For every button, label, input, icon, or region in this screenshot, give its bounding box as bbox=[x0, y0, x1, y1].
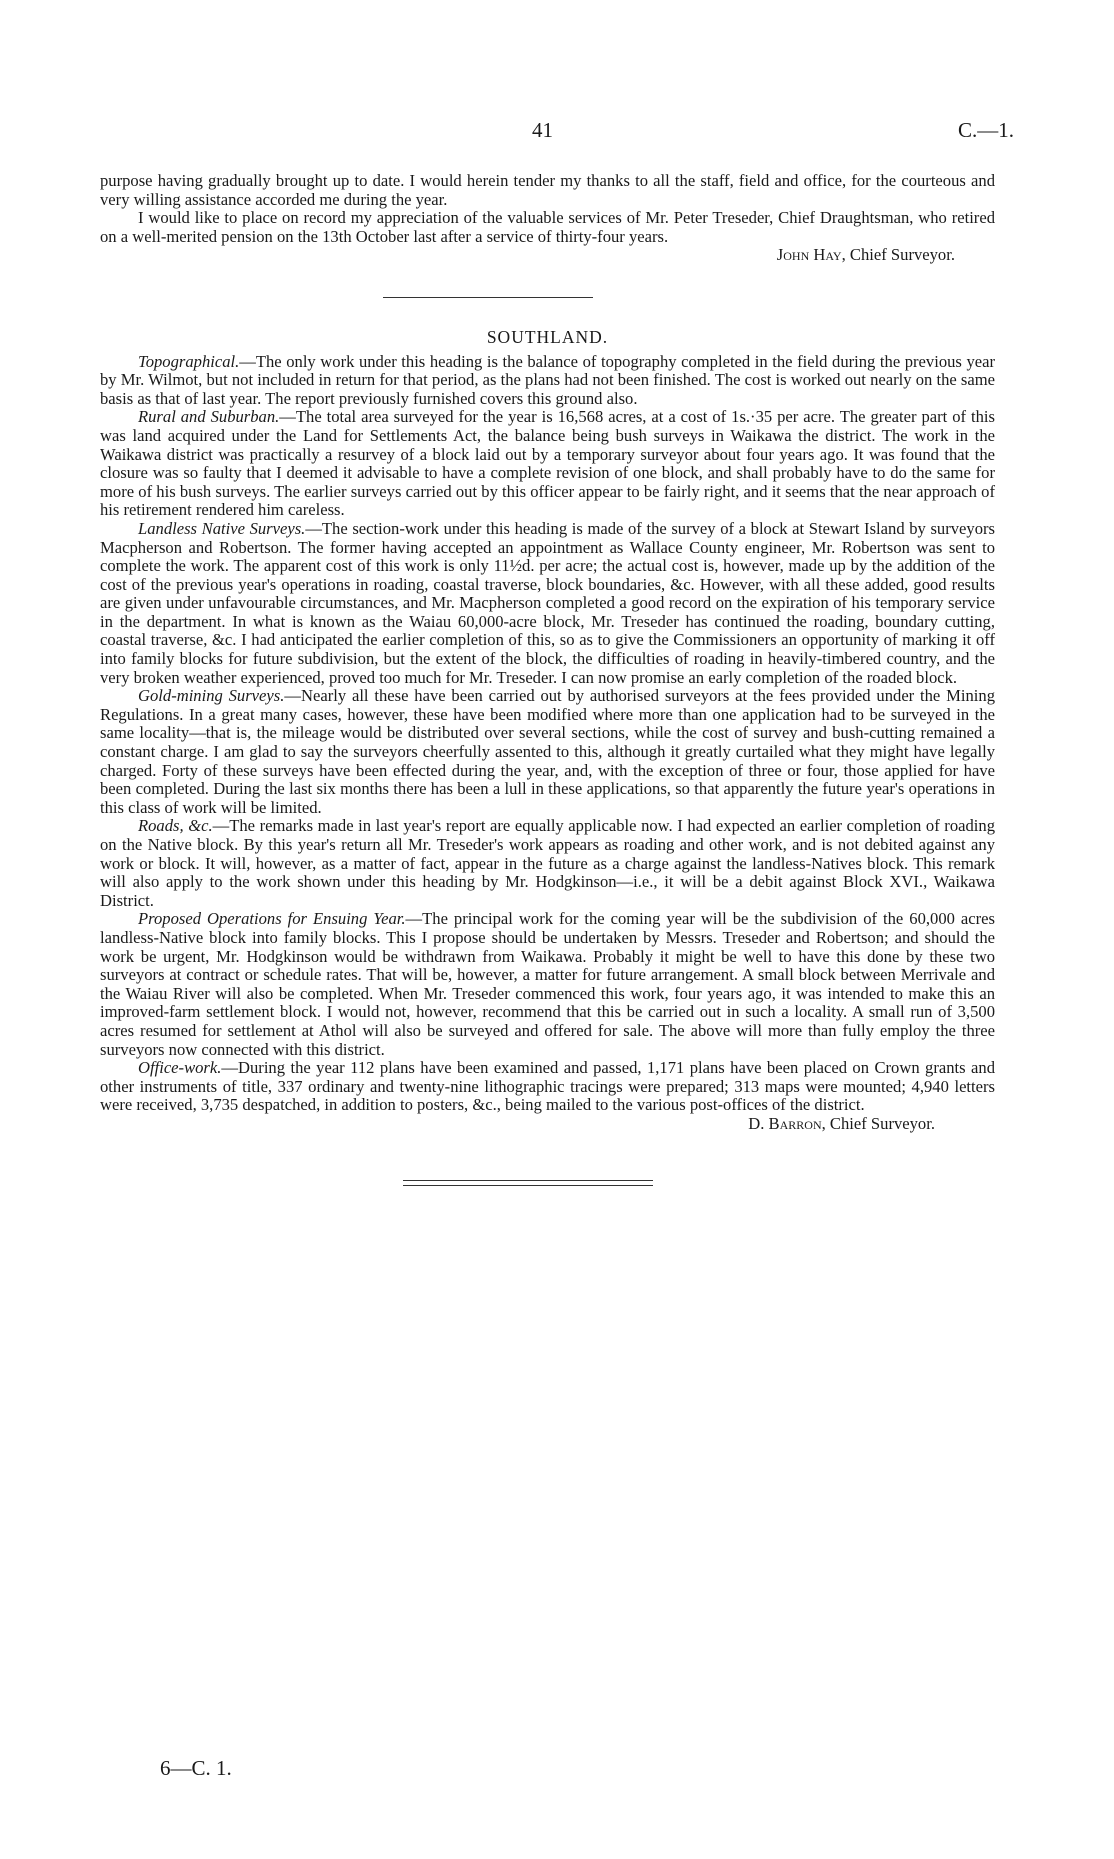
paragraph-text: —The principal work for the coming year will be the subdivision of the 60,000 acres landless-Native block into family blocks. This I propose should be undertaken by Messrs. Treseder and Robertson; and should the work be urgent, Mr. Hodgkinson would be withdrawn from Waikawa. Probably it might be well to have this done by these two surveyors at contract or schedule rates. That will be, however, a matter for future arrangement. A small block between Merrivale and the Waiau River will also be completed. When Mr. Treseder commenced this work, four years ago, it was intended to make this an improved-farm settlement block. I would not, however, recommend that this be carried out in such a locality. A small run of 3,500 acres resumed for settlement at Athol will also be surveyed and offered for sale. The above will more than fully employ the three surveyors now connected with this district. bbox=[100, 909, 995, 1059]
page-body bbox=[100, 172, 995, 1190]
paragraph-text: —Nearly all these have been carried out by authorised surveyors at the fees provided under the Mining Regulations. In a great many cases, however, these have been modified where more than one application had to be surveyed in the same locality—that is, the mileage would be distributed over several sections, while the cost of survey and bush-cutting remained a constant charge. I am glad to say the surveyors cheerfully assented to this, although it greatly curtailed what they might have legally charged. Forty of these surveys have been effected during the year, and, with the exception of three or four, those applied for have been completed. During the last six months there has been a lull in these applications, so that apparently the future year's operations in this class of work will be limited. bbox=[100, 686, 995, 817]
continued-paragraph: purpose having gradually brought up to date. I would herein tender my thanks to all the staff, field and office, for the courteous and very willing assistance accorded me during the year. bbox=[100, 171, 995, 209]
paragraph-heading: Landless Native Surveys. bbox=[138, 518, 306, 538]
paragraph-text: —The only work under this heading is the balance of topography completed in the field during the previous year by Mr. Wilmot, but not included in return for that period, as the plans had not been finished. The cost is worked out nearly on the same basis as that of last year. The report previously furnished covers this ground also. bbox=[100, 351, 995, 408]
section-title: SOUTHLAND. bbox=[486, 326, 609, 347]
paragraph-text: —The remarks made in last year's report are equally applicable now. I had expected an earlier completion of roading on the Native block. By this year's return all Mr. Treseder's work appears as roading and other work, and is not debited against any work or block. It will, however, as a matter of fact, appear in the future as a charge against the landless-Natives block. This remark will also apply to the work shown under this heading by Mr. Hodgkinson—i.e., it will be a debit against Block XVI., Waikawa District. bbox=[100, 816, 995, 910]
paragraph-heading: Gold-mining Surveys. bbox=[138, 686, 285, 706]
signature-name: D. Barron bbox=[748, 1113, 822, 1133]
signature-name: John Hay bbox=[776, 245, 842, 265]
appreciation-paragraph: I would like to place on record my appreciation of the valuable services of Mr. Peter Treseder, Chief Draughtsman, who retired on a well-merited pension on the 13th October last after a service of thirty-four years. bbox=[100, 208, 995, 246]
signature-d-barron bbox=[100, 1115, 995, 1134]
document-reference: C.—1. bbox=[957, 118, 1014, 142]
end-double-rule bbox=[403, 1180, 653, 1186]
paragraph-text: —During the year 112 plans have been examined and passed, 1,171 plans have been placed on Crown grants and other instruments of title, 337 ordinary and twenty-nine lithographic tracings were prepared; 313 maps were mounted; 4,940 letters were received, 3,735 despatched, in addition to posters, &c., being mailed to the various post-offices of the district. bbox=[100, 1058, 995, 1115]
paragraph-office-work bbox=[100, 1059, 995, 1115]
section-divider bbox=[383, 297, 593, 298]
paragraph-gold-mining bbox=[100, 687, 995, 817]
paragraph-rural-suburban bbox=[100, 408, 995, 520]
paragraph-text: —The section-work under this heading is made of the survey of a block at Stewart Island by surveyors Macpherson and Robertson. The former having accepted an appointment as Wallace County engineer, Mr. Robertson was sent to complete the work. The apparent cost of this work is only 11½d. per acre; the actual cost is, however, made up by the addition of the cost of the previous year's operations in roading, coastal traverse, block boundaries, &c. However, with all these added, good results are given under unfavourable circumstances, and Mr. Macpherson completed a good record on the expiration of his temporary service in the department. In what is known as the Waiau 60,000-acre block, Mr. Treseder has continued the roading, boundary cutting, coastal traverse, &c. I had anticipated the earlier completion of this, so as to give the Commissioners an opportunity of marking it off into family blocks for future subdivision, but the extent of the block, the difficulties of roading in heavily-timbered country, and the very broken weather experienced, proved too much for Mr. Treseder. I can now promise an early completion of the roaded block. bbox=[100, 518, 995, 687]
paragraph-heading: Rural and Suburban. bbox=[138, 407, 280, 427]
paragraph-heading: Topographical. bbox=[138, 351, 240, 371]
paragraph-roads bbox=[100, 817, 995, 910]
paragraph-landless-native bbox=[100, 520, 995, 687]
printer-signature-mark: 6—C. 1. bbox=[160, 1756, 232, 1780]
page-header bbox=[0, 118, 1114, 152]
paragraph-topographical bbox=[100, 353, 995, 409]
page-number: 41 bbox=[532, 118, 553, 142]
paragraph-heading: Proposed Operations for Ensuing Year. bbox=[138, 909, 406, 929]
signature-title: , Chief Surveyor. bbox=[821, 1113, 935, 1133]
paragraph-proposed-operations bbox=[100, 910, 995, 1059]
paragraph-heading: Roads, &c. bbox=[138, 816, 213, 836]
signature-john-hay bbox=[100, 246, 995, 265]
signature-title: , Chief Surveyor. bbox=[841, 245, 955, 265]
paragraph-text: —The total area surveyed for the year is 16,568 acres, at a cost of 1s.·35 per acre. The greater part of this was land acquired under the Land for Settlements Act, the balance being bush surveys in Waikawa the district. The work in the Waikawa district was practically a resurvey of a block laid out by a temporary surveyor about four years ago. It was found that the closure was so faulty that I deemed it advisable to have a complete revision of one block, and shall probably have to do the same for more of his bush surveys. The earlier surveys carried out by this officer appear to be fairly right, and it seems that the near approach of his retirement rendered him careless. bbox=[100, 407, 995, 520]
paragraph-heading: Office-work. bbox=[138, 1058, 222, 1078]
